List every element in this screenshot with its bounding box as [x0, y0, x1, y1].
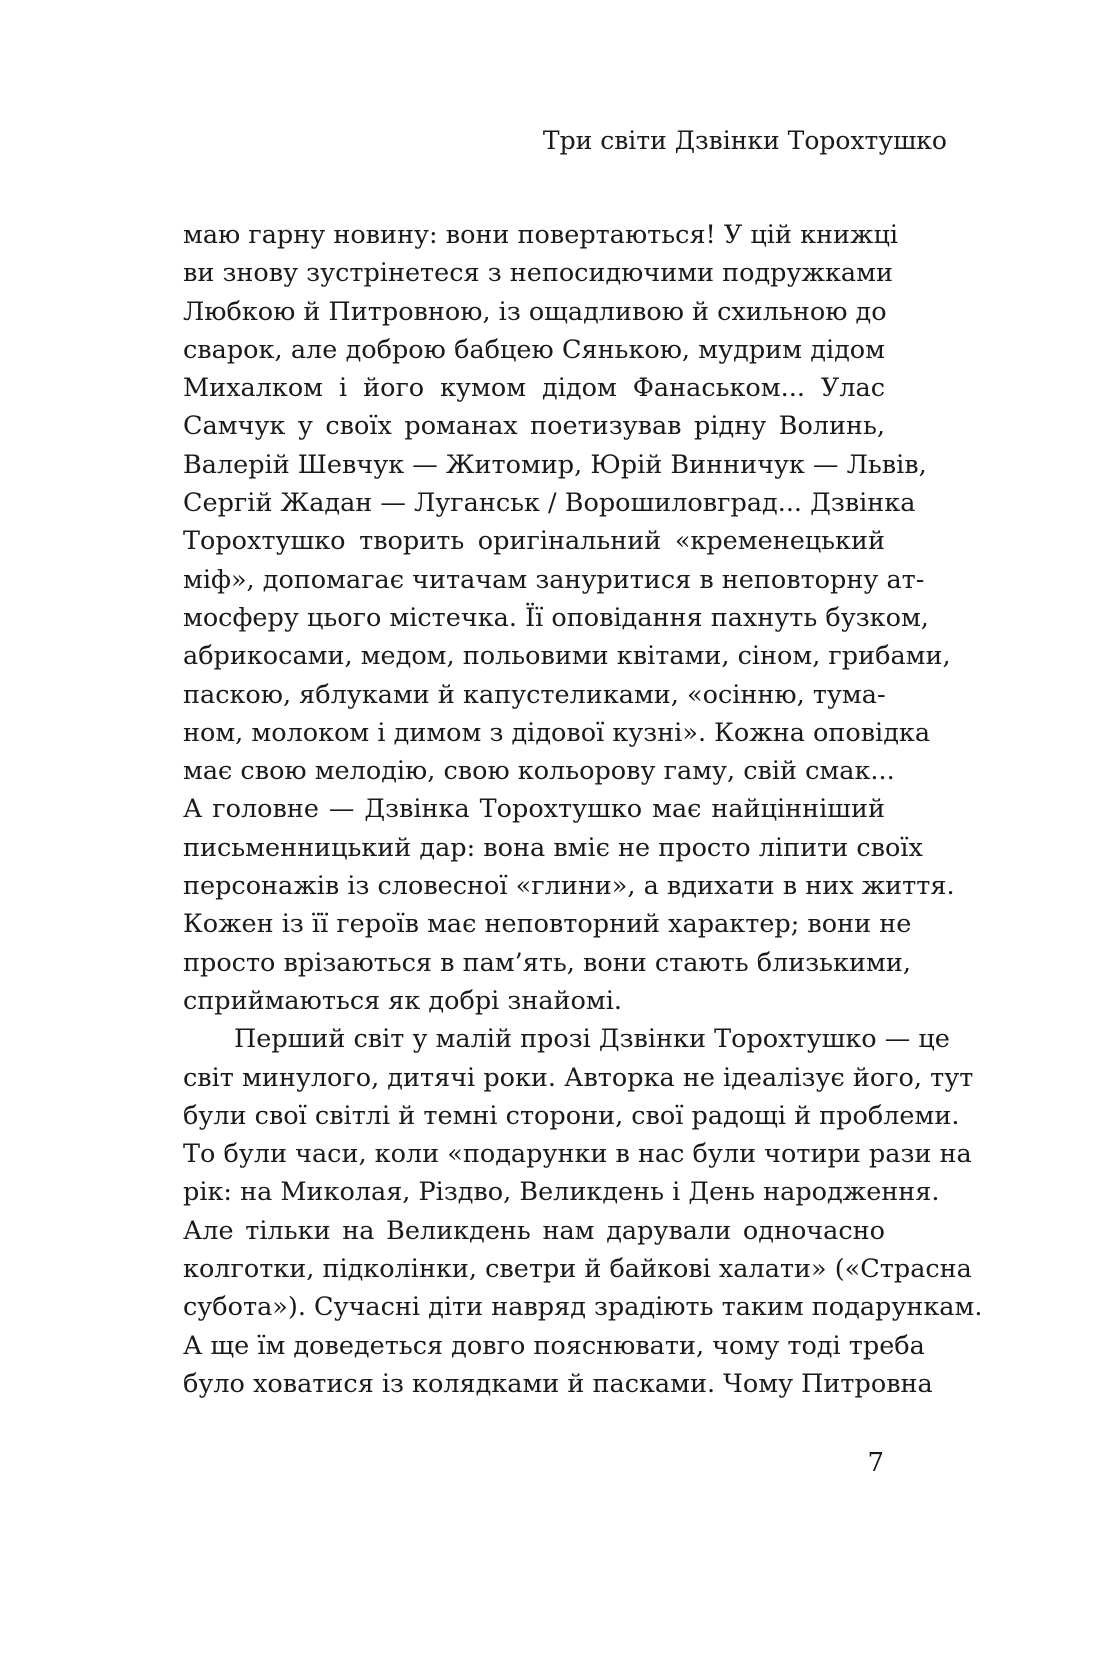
text-line: міф», допомагає читачам зануритися в неповторну ат- — [183, 564, 925, 595]
text-line: рік: на Миколая, Різдво, Великдень і День народження. — [183, 1177, 940, 1208]
text-line: просто врізаються в пам’ять, вони стають близькими, — [183, 947, 911, 978]
text-line: Самчук у своїх романах поетизував рідну Волинь, — [183, 411, 885, 442]
text-line: має свою мелодію, свою кольорову гаму, свій смак... — [183, 756, 895, 787]
text-line: абрикосами, медом, польовими квітами, сіном, грибами, — [183, 641, 951, 672]
text-line: мосферу цього містечка. Її оповідання пахнуть бузком, — [183, 602, 929, 633]
text-line: Торохтушко творить оригінальний «кременецький — [183, 526, 885, 557]
text-line: сприймаються як добрі знайомі. — [183, 985, 622, 1016]
running-header: Три світи Дзвінки Торохтушко — [542, 126, 947, 155]
text-line: То були часи, коли «подарунки в нас були чотири рази на — [183, 1139, 972, 1170]
text-line: світ минулого, дитячі роки. Авторка не ідеалізує його, тут — [183, 1062, 974, 1093]
text-line: паскою, яблуками й капустеликами, «осінню, тума- — [183, 679, 886, 710]
text-line: були свої світлі й темні сторони, свої радощі й проблеми. — [183, 1100, 960, 1131]
text-line: письменницький дар: вона вміє не просто ліпити своїх — [183, 832, 923, 863]
text-line: Михалком і його кумом дідом Фанаськом... Улас — [183, 373, 885, 404]
text-line: ном, молоком і димом з дідової кузні». Кожна оповідка — [183, 717, 931, 748]
text-line: А головне — Дзвінка Торохтушко має найцінніший — [183, 794, 885, 825]
text-line: Любкою й Питровною, із ощадливою й схильною до — [183, 296, 887, 327]
text-line: Сергій Жадан — Луганськ / Ворошиловград... Дзвінка — [183, 488, 916, 519]
text-line: Валерій Шевчук — Житомир, Юрій Винничук — Львів, — [183, 449, 927, 480]
text-line: субота»). Сучасні діти навряд зрадіють таким подарункам. — [183, 1292, 983, 1323]
text-line: було ховатися із колядками й пасками. Чому Питровна — [183, 1368, 933, 1399]
text-line: колготки, підколінки, светри й байкові халати» («Страсна — [183, 1254, 972, 1285]
text-line: Перший світ у малій прозі Дзвінки Торохтушко — це — [234, 1024, 950, 1055]
body-text — [183, 216, 983, 1403]
text-line: маю гарну новину: вони повертаються! У цій книжці — [183, 220, 899, 250]
page-number: 7 — [867, 1448, 884, 1478]
text-line: А ще їм доведеться довго пояснювати, чому тоді треба — [183, 1330, 925, 1361]
text-line: Але тільки на Великдень нам дарували одночасно — [183, 1215, 885, 1246]
text-line: сварок, але доброю бабцею Сянькою, мудрим дідом — [183, 334, 885, 365]
text-line: персонажів із словесної «глини», а вдихати в них життя. — [183, 871, 955, 902]
text-line: ви знову зустрінетеся з непосидючими подружками — [183, 258, 893, 289]
text-line: Кожен із її героїв має неповторний характер; вони не — [183, 909, 912, 940]
